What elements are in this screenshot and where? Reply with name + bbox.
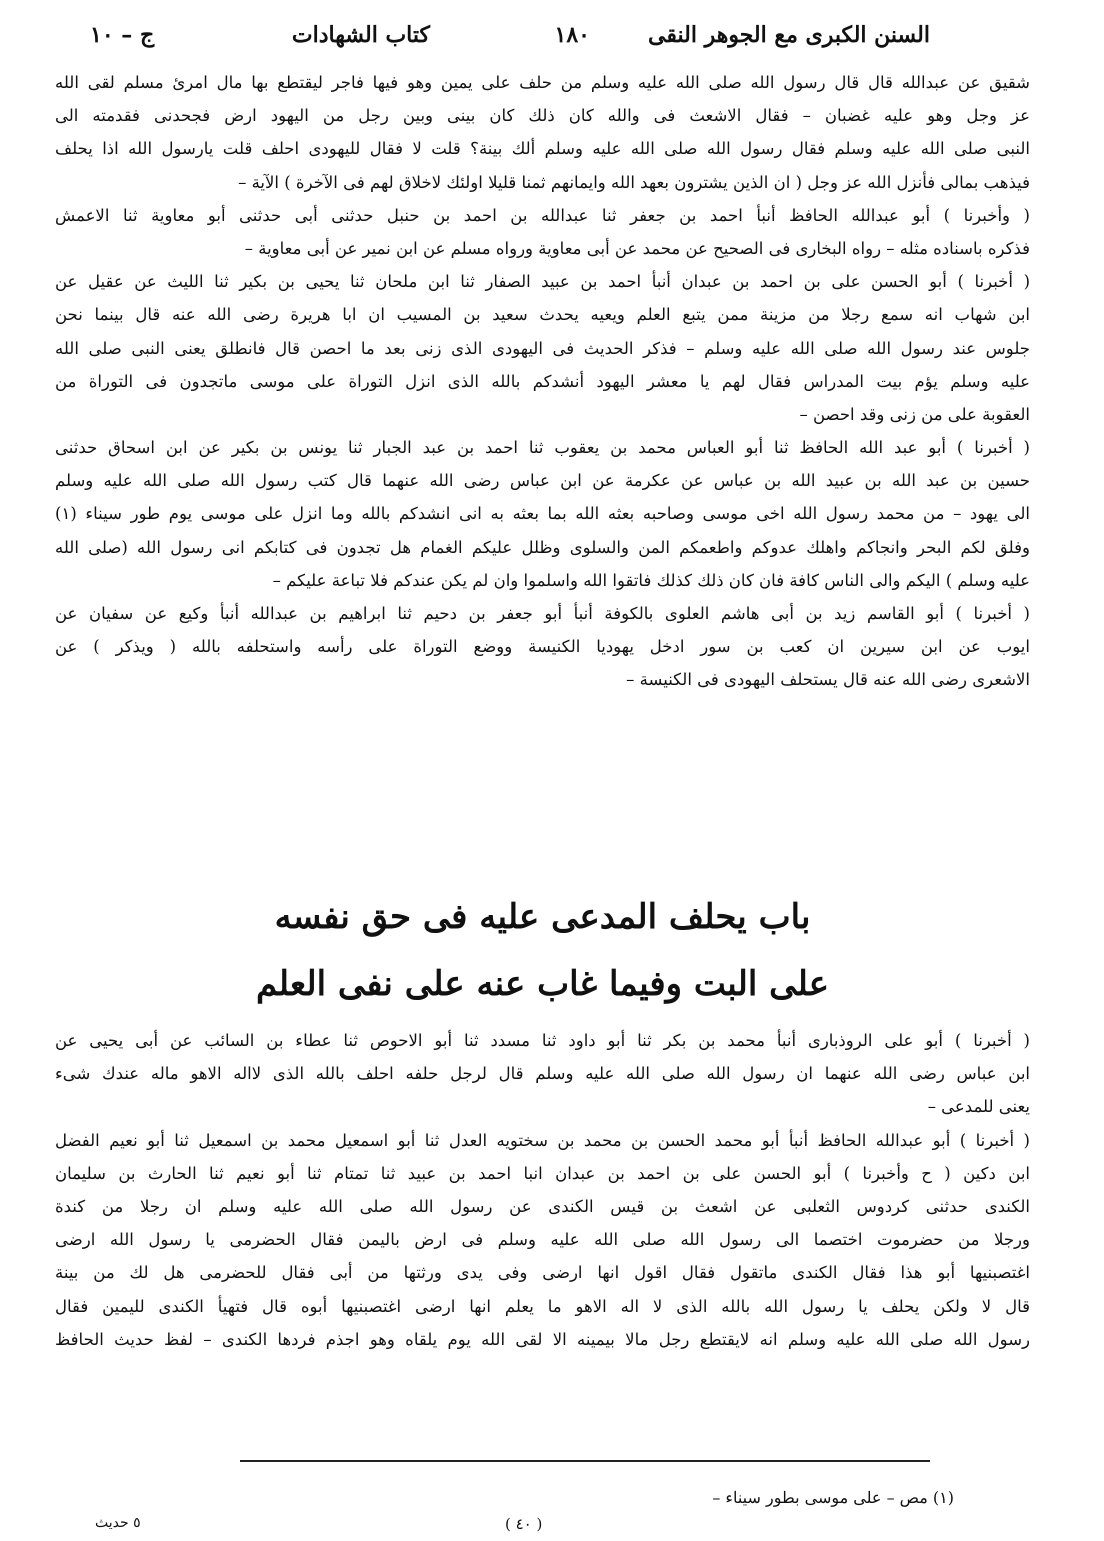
- book-title: السنن الكبرى مع الجوهر النقى: [648, 22, 930, 48]
- text-line: الى يهود – من محمد رسول الله اخى موسى وصاحبه بعثه الله بما بعثه به انى انشدكم بالله وما انزل على موسى يوم طور سيناء (١): [55, 504, 1030, 524]
- text-line: ( أخبرنا ) أبو عبدالله الحافظ أنبأ أبو محمد الحسن بن محمد بن سختويه العدل ثنا أبو اسمعيل محمد بن اسمعيل ثنا أبو نعيم الفضل: [55, 1130, 1030, 1150]
- footnote-divider: [240, 1460, 930, 1462]
- text-line: العقوبة على من زنى وقد احصن –: [799, 404, 1030, 424]
- body-text-bottom: [55, 1024, 1030, 1356]
- page-marker: ( ٤٠ ): [505, 1515, 543, 1533]
- footnote: (١) مص – على موسى بطور سيناء –: [712, 1488, 954, 1507]
- text-line: ورجلا من حضرموت اختصما الى رسول الله صلى الله عليه وسلم فى ارض باليمن فقال الحضرمى يا رسول الله ارضى: [55, 1230, 1030, 1250]
- text-line: جلوس عند رسول الله صلى الله عليه وسلم – فذكر الحديث فى اليهودى الذى زنى بعد ما احصن قال فانطلق يعنى النبى صلى الله: [55, 338, 1030, 358]
- text-line: اغتصبنيها أبو هذا فقال الكندى ماتقول فقال اقول انها ارضى وفى يدى ورثتها من أبى فقال للحضرمى هل لك من بينة: [55, 1263, 1030, 1283]
- heading-line: على البت وفيما غاب عنه على نفى العلم: [255, 964, 830, 1004]
- text-line: شقيق عن عبدالله قال قال رسول الله صلى الله عليه وسلم من حلف على يمين وهو فيها فاجر ليقتطع بها مال امرئ مسلم لقى الله: [55, 73, 1030, 92]
- section-title: كتاب الشهادات: [291, 22, 430, 48]
- text-line: النبى صلى الله عليه وسلم فقال رسول الله صلى الله عليه وسلم ألك بينة؟ قلت لا فقال لليهودى احلف قلت يارسول الله اذا يحلف: [55, 139, 1030, 159]
- text-line: ( أخبرنا ) أبو عبد الله الحافظ ثنا أبو العباس محمد بن يعقوب ثنا احمد بن عبد الجبار ثنا يونس بن بكير عن ابن اسحاق حدثنى: [55, 438, 1030, 458]
- text-line: رسول الله صلى الله عليه وسلم انه لايقتطع رجل مالا بيمينه الا لقى الله يوم يلقاه وهو اجذم فردها الكندى – لفظ حديث الحافظ: [55, 1329, 1030, 1349]
- text-line: وفلق لكم البحر وانجاكم واهلك عدوكم واطعمكم المن والسلوى وظلل عليكم الغمام هل تجدون فى كتابكم انى رسول الله (صلى الله: [55, 537, 1030, 557]
- text-line: فيذهب بمالى فأنزل الله عز وجل ( ان الذين يشترون بعهد الله وايمانهم ثمنا قليلا اولئك لاخلاق لهم فى الآخرة ) الآية –: [238, 172, 1030, 192]
- signature-mark: ٥ حديث: [95, 1515, 141, 1531]
- running-header: [90, 22, 930, 58]
- text-line: الكندى حدثنى كردوس الثعلبى عن اشعث بن قيس الكندى عن رسول الله صلى الله عليه وسلم ان رجلا من كندة: [55, 1196, 1030, 1216]
- chapter-heading: [55, 884, 1030, 1018]
- volume-number: ج – ١٠: [90, 22, 155, 48]
- text-line: ابن دكين ( ح وأخبرنا ) أبو الحسن على بن احمد بن عبدان انبا احمد بن عبيد ثنا تمتام ثنا أبو نعيم ثنا الحارث بن سليمان: [55, 1163, 1030, 1183]
- body-text-top: [55, 66, 1030, 697]
- page-number: ١٨٠: [554, 22, 590, 48]
- text-line: ( أخبرنا ) أبو القاسم زيد بن أبى هاشم العلوى بالكوفة أنبأ أبو جعفر بن دحيم ثنا ابراهيم بن عبدالله أنبأ وكيع عن سفيان عن: [55, 604, 1030, 623]
- heading-line: باب يحلف المدعى عليه فى حق نفسه: [274, 897, 811, 937]
- text-line: قال لا ولكن يحلف يا رسول الله بالله الذى لا اله الاهو ما يعلم انها ارضى اغتصبنيها أبوه قال فتهيأ الكندى لليمين فقال: [55, 1296, 1030, 1316]
- text-line: عليه وسلم يؤم بيت المدراس فقال لهم يا معشر اليهود أنشدكم بالله الذى انزل التوراة على موسى ماتجدون فى التوراة من: [55, 371, 1030, 391]
- text-line: ايوب عن ابن سيرين ان كعب بن سور ادخل يهوديا الكنيسة ووضع التوراة على رأسه واستحلفه بالله ( ويذكر ) عن: [55, 637, 1030, 657]
- text-line: ( وأخبرنا ) أبو عبدالله الحافظ أنبأ احمد بن جعفر ثنا عبدالله بن احمد بن حنبل حدثنى أبى حدثنى أبو معاوية ثنا الاعمش: [55, 205, 1030, 225]
- text-line: الاشعرى رضى الله عنه قال يستحلف اليهودى فى الكنيسة –: [626, 670, 1030, 690]
- text-line: عليه وسلم ) اليكم والى الناس كافة فان كان ذلك كذلك فاتقوا الله واسلموا وان لم يكن عندكم فلا تباعة عليكم –: [272, 570, 1030, 590]
- text-line: ابن شهاب انه سمع رجلا من مزينة ممن يتبع العلم ويعيه يحدث سعيد بن المسيب ان ابا هريرة رضى الله عنه قال بينما نحن: [55, 305, 1030, 325]
- text-line: ( أخبرنا ) أبو الحسن على بن احمد بن عبدان أنبأ احمد بن عبيد الصفار ثنا ابن ملحان ثنا يحيى بن بكير ثنا الليث عن عقيل عن: [55, 272, 1030, 292]
- text-line: ابن عباس رضى الله عنهما ان رسول الله صلى الله عليه وسلم قال لرجل حلفه احلف بالله الذى لااله الاهو ماله عندك شىء: [55, 1064, 1030, 1084]
- text-line: فذكره باسناده مثله – رواه البخارى فى الصحيح عن محمد عن أبى معاوية ورواه مسلم عن ابن نمير عن أبى معاوية –: [244, 238, 1030, 258]
- text-line: ( أخبرنا ) أبو على الروذبارى أنبأ محمد بن بكر ثنا أبو داود ثنا مسدد ثنا أبو الاحوص ثنا عطاء بن السائب عن أبى يحيى عن: [55, 1031, 1030, 1050]
- text-line: عز وجل وهو عليه غضبان – فقال الاشعث فى والله كان ذلك كان بينى وبين رجل من اليهود ارض فجحدنى فقدمته الى: [55, 106, 1030, 126]
- text-line: يعنى للمدعى –: [927, 1097, 1030, 1117]
- text-line: حسين بن عبد الله بن عبيد الله بن عباس عن عكرمة عن ابن عباس رضى الله عنهما قال كتب رسول الله صلى الله عليه وسلم: [55, 471, 1030, 491]
